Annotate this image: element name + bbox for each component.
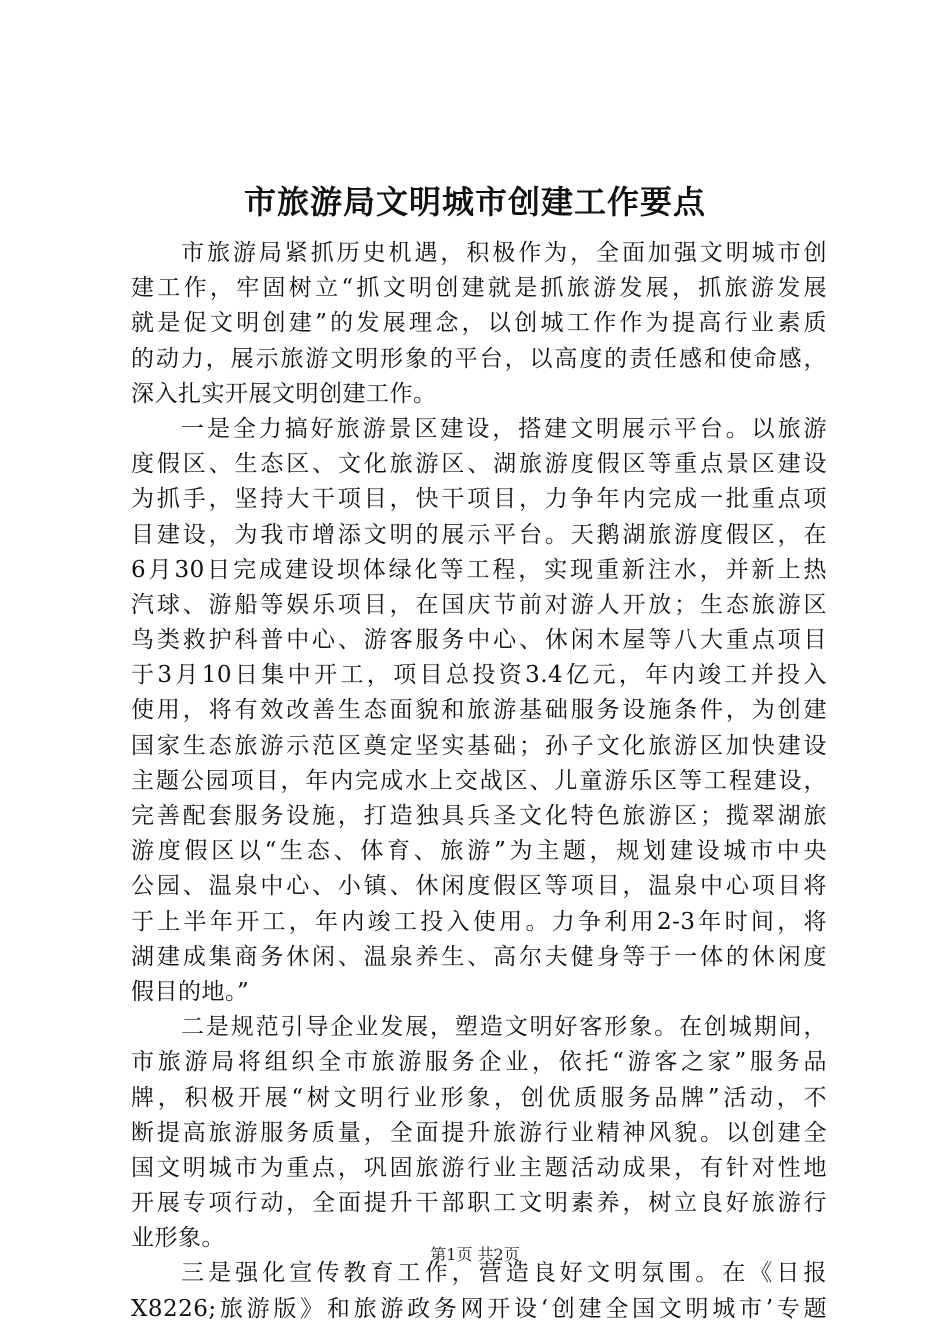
text-line: 国家生态旅游示范区奠定坚实基础；孙子文化旅游区加快建设 xyxy=(131,732,827,759)
text-line: 完善配套服务设施，打造独具兵圣文化特色旅游区；揽翠湖旅 xyxy=(131,803,827,829)
text-line: 鸟类救护科普中心、游客服务中心、休闲木屋等八大重点项目 xyxy=(131,627,827,654)
text-line: 市旅游局将组织全市旅游服务企业，依托“游客之家”服务品 xyxy=(131,1049,827,1076)
text-line: 国文明城市为重点，巩固旅游行业主题活动成果，有针对性地 xyxy=(131,1154,827,1181)
text-line: 于3月10日集中开工，项目总投资3.4亿元，年内竣工并投入 xyxy=(131,662,827,689)
text-line: 断提高旅游服务质量，全面提升旅游行业精神风貌。以创建全 xyxy=(131,1119,827,1146)
text-line: 建工作，牢固树立“抓文明创建就是抓旅游发展，抓旅游发展 xyxy=(131,275,827,302)
text-line: 就是促文明创建”的发展理念，以创城工作作为提高行业素质 xyxy=(131,310,827,337)
text-line: 开展专项行动，全面提升干部职工文明素养，树立良好旅游行 xyxy=(131,1190,827,1217)
text-line: X8226;旅游版》和旅游政务网开设‘创建全国文明城市’专题 xyxy=(131,1295,827,1322)
text-line: 湖建成集商务休闲、温泉养生、高尔夫健身等于一体的休闲度 xyxy=(131,943,827,970)
text-line: 二是规范引导企业发展，塑造文明好客形象。在创城期间， xyxy=(181,1014,827,1041)
text-line: 主题公园项目，年内完成水上交战区、儿童游乐区等工程建设， xyxy=(131,767,827,794)
text-line: 为抓手，坚持大干项目，快干项目，力争年内完成一批重点项 xyxy=(131,486,827,513)
document-title: 市旅游局文明城市创建工作要点 xyxy=(243,183,706,221)
text-line: 游度假区以“生态、体育、旅游”为主题，规划建设城市中央 xyxy=(131,838,827,865)
text-line: 三是强化宣传教育工作，营造良好文明氛围。在《日报 xyxy=(181,1260,827,1287)
page-footer: 第1页 共2页 xyxy=(430,1245,520,1264)
text-line: 6月30日完成建设坝体绿化等工程，实现重新注水，并新上热 xyxy=(131,556,827,583)
text-line: 牌，积极开展“树文明行业形象，创优质服务品牌”活动，不 xyxy=(131,1084,827,1111)
text-line: 假目的地。” xyxy=(131,978,250,1005)
text-line: 市旅游局紧抓历史机遇，积极作为，全面加强文明城市创 xyxy=(181,240,827,266)
text-line: 深入扎实开展文明创建工作。 xyxy=(131,380,437,407)
text-line: 于上半年开工，年内竣工投入使用。力争利用2-3年时间，将 xyxy=(131,908,827,935)
text-line: 度假区、生态区、文化旅游区、湖旅游度假区等重点景区建设 xyxy=(131,451,827,478)
text-line: 业形象。 xyxy=(131,1225,225,1252)
text-line: 使用，将有效改善生态面貌和旅游基础服务设施条件，为创建 xyxy=(131,697,827,724)
document-body xyxy=(131,236,827,1327)
text-line: 公园、温泉中心、小镇、休闲度假区等项目，温泉中心项目将 xyxy=(131,873,827,900)
text-line: 一是全力搞好旅游景区建设，搭建文明展示平台。以旅游 xyxy=(181,415,827,442)
text-line: 目建设，为我市增添文明的展示平台。天鹅湖旅游度假区，在 xyxy=(131,521,827,548)
text-line: 汽球、游船等娱乐项目，在国庆节前对游人开放；生态旅游区 xyxy=(131,591,827,618)
text-line: 的动力，展示旅游文明形象的平台，以高度的责任感和使命感， xyxy=(131,345,827,372)
